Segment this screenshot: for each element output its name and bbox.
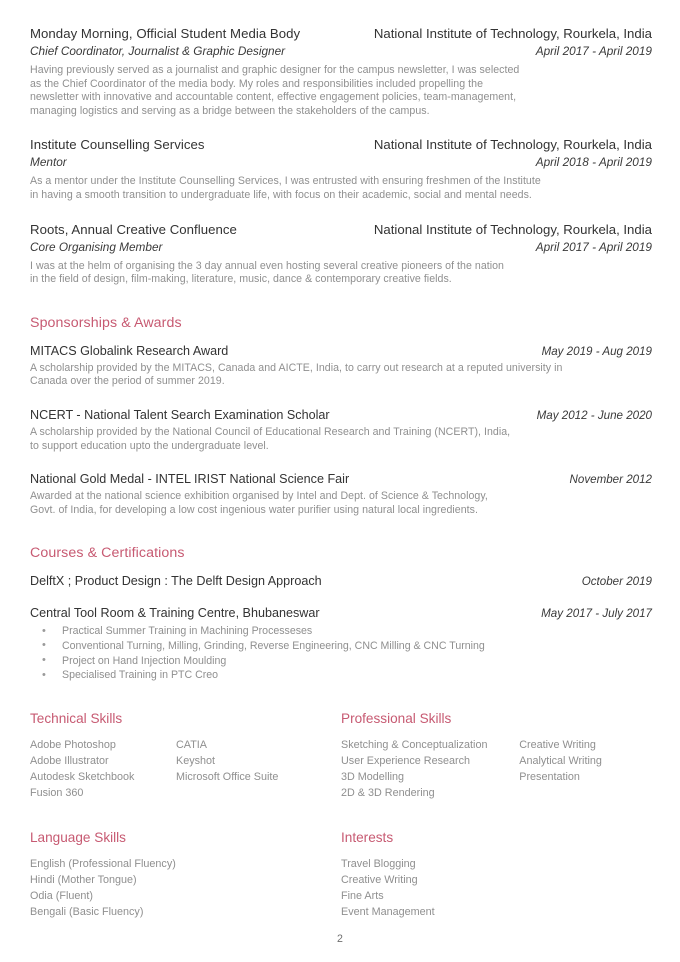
award-date: May 2019 - Aug 2019: [541, 344, 652, 358]
award-date: November 2012: [569, 473, 652, 487]
spacer: [30, 287, 652, 315]
language-skills-lists: [30, 856, 341, 921]
list-item: Hindi (Mother Tongue): [30, 873, 137, 886]
entry-role: Chief Coordinator, Journalist & Graphic Designer: [30, 44, 286, 58]
description-line: Govt. of India, for developing a low cost ingenious water purifier using natural local ingredients.: [30, 503, 478, 516]
section-heading-sponsorships: Sponsorships & Awards: [30, 314, 182, 331]
list-item: 2D & 3D Rendering: [341, 787, 435, 800]
list-item: CATIA: [176, 738, 207, 751]
spacer: [30, 592, 652, 606]
list-item: Fine Arts: [341, 889, 384, 902]
award-entry: [30, 344, 652, 389]
list-item: Odia (Fluent): [30, 889, 94, 902]
spacer: [30, 802, 652, 830]
description-line: As a mentor under the Institute Counselling Services, I was entrusted with ensuring freshmen of the Institute: [30, 175, 541, 188]
entry-institution: National Institute of Technology, Rourkela, India: [373, 26, 652, 41]
entry-description: [30, 175, 652, 202]
list-item: Bengali (Basic Fluency): [30, 906, 144, 919]
description-line: I was at the helm of organising the 3 day annual even hosting several creative pioneers of the nation: [30, 259, 504, 272]
entry-description: [30, 260, 652, 287]
entry-description: [30, 64, 652, 118]
course-entry: [30, 574, 652, 588]
description-line: A scholarship provided by the National Council of Educational Research and Training (NCERT), India,: [30, 425, 511, 438]
list-item: Travel Blogging: [341, 857, 416, 870]
course-date: October 2019: [581, 575, 652, 589]
entry-organisation: Monday Morning, Official Student Media Body: [30, 26, 301, 41]
professional-skills-column: [341, 711, 652, 802]
experience-entry: [30, 222, 652, 287]
list-item: Creative Writing: [341, 873, 418, 886]
skills-section: [30, 711, 652, 802]
entry-organisation: Institute Counselling Services: [30, 137, 205, 153]
list-item: Microsoft Office Suite: [176, 771, 279, 784]
list-item: Autodesk Sketchbook: [30, 771, 135, 784]
award-header-row: [30, 408, 652, 422]
entry-header-row: [30, 137, 652, 152]
award-date: May 2012 - June 2020: [536, 408, 652, 422]
experience-entry: [30, 26, 652, 118]
section-heading-professional-skills: Professional Skills: [341, 710, 452, 726]
course-bullet-list: [30, 624, 652, 682]
course-date: May 2017 - July 2017: [541, 607, 652, 621]
award-description: [30, 426, 652, 453]
description-line: Awarded at the national science exhibition organised by Intel and Dept. of Science & Technology,: [30, 490, 488, 503]
entry-header-row: [30, 26, 652, 41]
section-heading-courses: Courses & Certifications: [30, 545, 185, 562]
list-item: • Specialised Training in PTC Creo: [30, 668, 652, 683]
list-item: Fusion 360: [30, 787, 84, 800]
page-number: 2: [337, 933, 343, 945]
award-title: NCERT - National Talent Search Examination Scholar: [30, 407, 330, 422]
interests-column: [341, 830, 652, 921]
description-line: to support education upto the undergraduate level.: [30, 439, 269, 452]
entry-date: April 2017 - April 2019: [535, 44, 652, 58]
professional-skills-sublist-a: [341, 737, 519, 802]
technical-skills-lists: [30, 737, 341, 802]
entry-subheader-row: [30, 240, 652, 254]
list-item: • Practical Summer Training in Machining Processeses: [30, 624, 652, 639]
course-title: Central Tool Room & Training Centre, Bhubaneswar: [30, 606, 320, 621]
description-line: as the Chief Coordinator of the media body. My roles and responsibilities included propelling the: [30, 77, 483, 90]
spacer: [30, 203, 652, 222]
list-item: English (Professional Fluency): [30, 857, 176, 870]
award-description: [30, 362, 652, 389]
list-item: Event Management: [341, 906, 435, 919]
course-header-row: [30, 574, 652, 588]
list-item: Analytical Writing: [519, 754, 602, 767]
technical-skills-sublist-b: [176, 737, 326, 802]
list-item: • Project on Hand Injection Moulding: [30, 654, 652, 669]
list-item: Presentation: [519, 771, 580, 784]
award-entry: [30, 408, 652, 453]
description-line: managing logistics and serving as a bridge between the stakeholders of the campus.: [30, 104, 430, 117]
entry-organisation: Roots, Annual Creative Confluence: [30, 221, 237, 237]
list-item: User Experience Research: [341, 754, 471, 767]
course-entry: [30, 606, 652, 682]
description-line: newsletter with innovative and accountable content, effective engagement policies, team-management,: [30, 91, 517, 104]
description-line: in the field of design, film-making, literature, music, dance & contemporary creative fields.: [30, 273, 452, 286]
spacer: [30, 453, 652, 472]
course-header-row: [30, 606, 652, 620]
language-skills-column: [30, 830, 341, 921]
description-line: Canada over the period of summer 2019.: [30, 375, 225, 388]
list-item: 3D Modelling: [341, 771, 405, 784]
professional-skills-lists: [341, 737, 652, 802]
list-item: Sketching & Conceptualization: [341, 738, 488, 751]
entry-institution: National Institute of Technology, Rourkela, India: [373, 221, 652, 237]
spacer: [30, 389, 652, 408]
spacer: [30, 517, 652, 545]
language-interests-section: [30, 830, 652, 921]
description-line: Having previously served as a journalist and graphic designer for the campus newsletter, I was selected: [30, 64, 520, 76]
award-description: [30, 490, 652, 517]
entry-date: April 2018 - April 2019: [535, 155, 652, 170]
technical-skills-column: [30, 711, 341, 802]
course-title: DelftX ; Product Design : The Delft Design Approach: [30, 574, 322, 589]
interests-list: [341, 856, 529, 921]
award-header-row: [30, 472, 652, 486]
section-heading-technical-skills: Technical Skills: [30, 710, 123, 726]
spacer: [30, 683, 652, 711]
description-line: A scholarship provided by the MITACS, Canada and AICTE, India, to carry out research at a reputed university in: [30, 361, 563, 374]
experience-entry: [30, 137, 652, 202]
entry-subheader-row: [30, 44, 652, 58]
award-header-row: [30, 344, 652, 358]
award-entry: [30, 472, 652, 517]
professional-skills-sublist-b: [519, 737, 652, 802]
section-heading-interests: Interests: [341, 829, 394, 845]
entry-date: April 2017 - April 2019: [535, 239, 652, 254]
entry-header-row: [30, 222, 652, 237]
entry-role: Mentor: [30, 155, 67, 170]
entry-subheader-row: [30, 155, 652, 169]
description-line: in having a smooth transition to undergraduate life, with focus on their academic, social and mental needs.: [30, 188, 532, 201]
interests-lists: [341, 856, 652, 921]
list-item: Keyshot: [176, 754, 216, 767]
award-title: National Gold Medal - INTEL IRIST National Science Fair: [30, 472, 350, 487]
language-skills-list: [30, 856, 218, 921]
award-title: MITACS Globalink Research Award: [30, 343, 229, 358]
list-item: • Conventional Turning, Milling, Grinding, Reverse Engineering, CNC Milling & CNC Turning: [30, 639, 652, 654]
section-heading-language-skills: Language Skills: [30, 829, 126, 845]
list-item: Adobe Illustrator: [30, 754, 109, 767]
spacer: [30, 118, 652, 137]
entry-institution: National Institute of Technology, Rourkela, India: [373, 137, 652, 153]
list-item: Adobe Photoshop: [30, 738, 116, 751]
list-item: Creative Writing: [519, 738, 596, 751]
resume-content: [30, 26, 652, 920]
technical-skills-sublist-a: [30, 737, 176, 802]
entry-role: Core Organising Member: [30, 239, 163, 254]
